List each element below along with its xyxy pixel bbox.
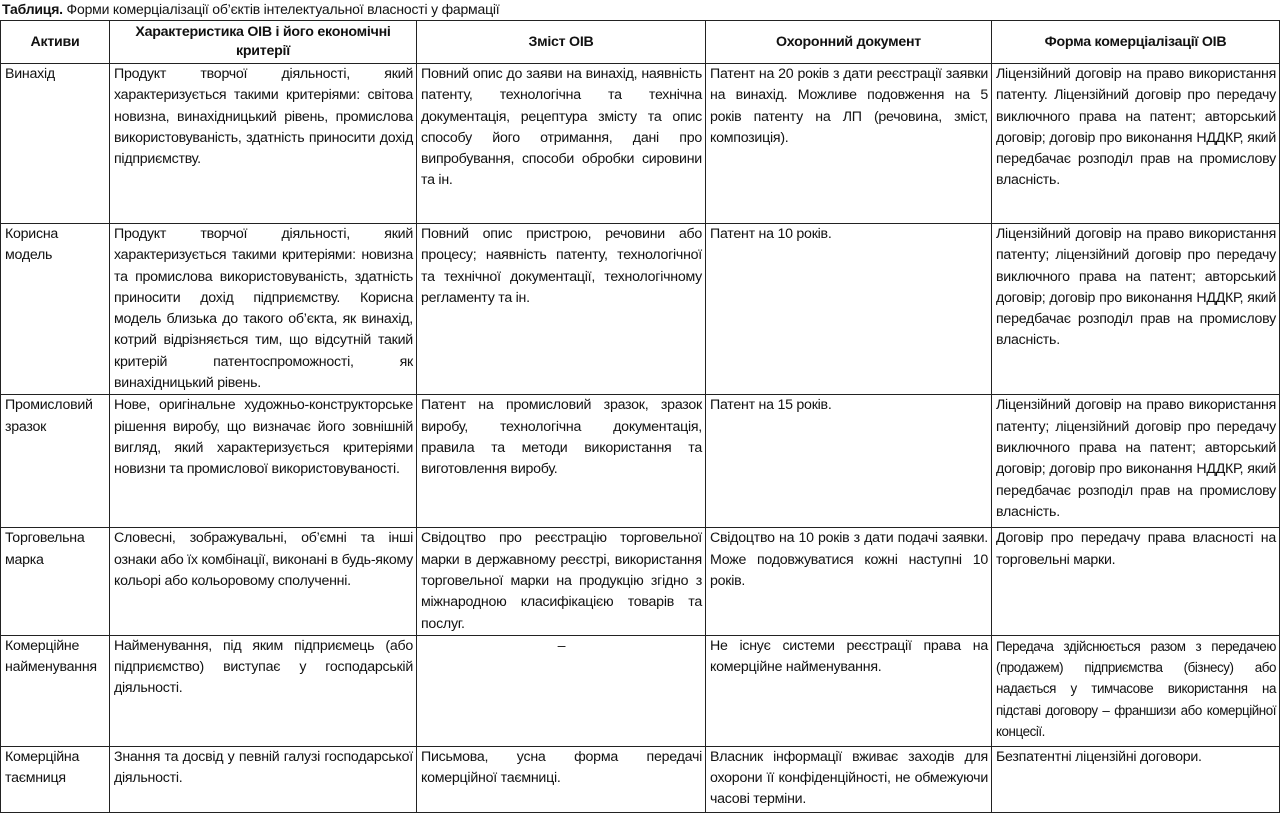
table-row bbox=[1, 528, 1280, 635]
cell-content: Повний опис пристрою, речовини або процесу; наявність патенту, технологічної та технічної документації, технологічному регламенту та ін. bbox=[417, 224, 706, 395]
table-row bbox=[1, 64, 1280, 224]
cell-content: Повний опис до заяви на винахід, наявність патенту, технологічна та технічна документація, рецептура змісту та опис способу його отримання, дані про випробування, способи обробки сировини та ін. bbox=[417, 64, 706, 224]
caption-label: Таблиця. bbox=[2, 1, 63, 17]
table-caption bbox=[2, 0, 500, 18]
cell-form: Безпатентні ліцензійні договори. bbox=[992, 746, 1280, 812]
cell-form: Ліцензійний договір на право використання патенту; ліцензійний договір про передачу виключного права на патент; авторський договір; договір про виконання НДДКР, який передбачає розподіл прав на промислову власність. bbox=[992, 224, 1280, 395]
cell-document: Патент на 15 років. bbox=[706, 395, 992, 528]
table-row bbox=[1, 635, 1280, 746]
cell-characteristic: Знання та досвід у певній галузі господарської діяльності. bbox=[110, 746, 417, 812]
cell-asset: Комерційна таємниця bbox=[1, 746, 110, 812]
cell-document: Патент на 20 років з дати реєстрації заявки на винахід. Можливе подовження на 5 років патенту на ЛП (речовина, зміст, композиція). bbox=[706, 64, 992, 224]
header-row bbox=[1, 21, 1280, 64]
cell-content: Письмова, усна форма передачі комерційної таємниці. bbox=[417, 746, 706, 812]
cell-characteristic: Словесні, зображувальні, об’ємні та інші ознаки або їх комбінації, виконані в будь-якому кольорі або кольоровому сполученні. bbox=[110, 528, 417, 635]
cell-characteristic: Продукт творчої діяльності, який характеризується такими критеріями: світова новизна, винахідницький рівень, промислова використовуваність, здатність приносити дохід підприємству. bbox=[110, 64, 417, 224]
cell-form: Договір про передачу права власності на торговельні марки. bbox=[992, 528, 1280, 635]
cell-characteristic: Нове, оригінальне художньо-конструкторське рішення виробу, що визначає його зовнішній вигляд, який характеризується критеріями новизни та промислової використовуваності. bbox=[110, 395, 417, 528]
cell-document: Свідоцтво на 10 років з дати подачі заявки. Може подовжуватися кожні наступні 10 років. bbox=[706, 528, 992, 635]
cell-characteristic: Продукт творчої діяльності, який характеризується такими критеріями: новизна та промислова використовуваність, здатність приносити дохід підприємству. Корисна модель близька до такого об’єкта, як винахід, котрий відрізняється тим, що відсутній такий критерій патентоспроможності, як винахідницький рівень. bbox=[110, 224, 417, 395]
cell-content: Патент на промисловий зразок, зразок виробу, технологічна документація, правила та методи використання та виготовлення виробу. bbox=[417, 395, 706, 528]
caption-text: Форми комерціалізації об’єктів інтелектуальної власності у фармації bbox=[62, 1, 500, 17]
cell-document: Власник інформації вживає заходів для охорони її конфіденційності, не обмежуючи часові терміни. bbox=[706, 746, 992, 812]
cell-asset: Промисловий зразок bbox=[1, 395, 110, 528]
cell-asset: Корисна модель bbox=[1, 224, 110, 395]
table-row bbox=[1, 395, 1280, 528]
table-row bbox=[1, 224, 1280, 395]
cell-asset: Винахід bbox=[1, 64, 110, 224]
cell-document: Патент на 10 років. bbox=[706, 224, 992, 395]
cell-content: – bbox=[417, 635, 706, 746]
cell-characteristic: Найменування, під яким підприємець (або підприємство) виступає у господарській діяльності. bbox=[110, 635, 417, 746]
cell-form: Ліцензійний договір на право використання патенту; ліцензійний договір про передачу виключного права на патент; авторський договір; договір про виконання НДДКР, який передбачає розподіл прав на промислову власність. bbox=[992, 395, 1280, 528]
header-protective-document: Охоронний документ bbox=[706, 21, 992, 64]
header-characteristic: Характеристика ОІВ і його економічні критерії bbox=[110, 21, 417, 64]
header-assets: Активи bbox=[1, 21, 110, 64]
cell-form: Ліцензійний договір на право використання патенту. Ліцензійний договір про передачу виключного права на патент; авторський договір; договір про виконання НДДКР, який передбачає розподіл прав на промислову власність. bbox=[992, 64, 1280, 224]
header-content: Зміст ОІВ bbox=[417, 21, 706, 64]
cell-document: Не існує системи реєстрації права на комерційне найменування. bbox=[706, 635, 992, 746]
cell-asset: Торговельна марка bbox=[1, 528, 110, 635]
cell-content: Свідоцтво про реєстрацію торговельної марки в державному реєстрі, використання торговельної марки на продукцію згідно з міжнародною класифікацією товарів та послуг. bbox=[417, 528, 706, 635]
cell-form: Передача здійснюється разом з передачею (продажем) підприємства (бізнесу) або надається у тимчасове використання на підставі договору – франшизи або комерційної концесії. bbox=[992, 635, 1280, 746]
table-row bbox=[1, 746, 1280, 812]
header-commercialization-form: Форма комерціалізації ОІВ bbox=[992, 21, 1280, 64]
commercialization-table bbox=[0, 20, 1280, 813]
cell-asset: Комерційне найменування bbox=[1, 635, 110, 746]
